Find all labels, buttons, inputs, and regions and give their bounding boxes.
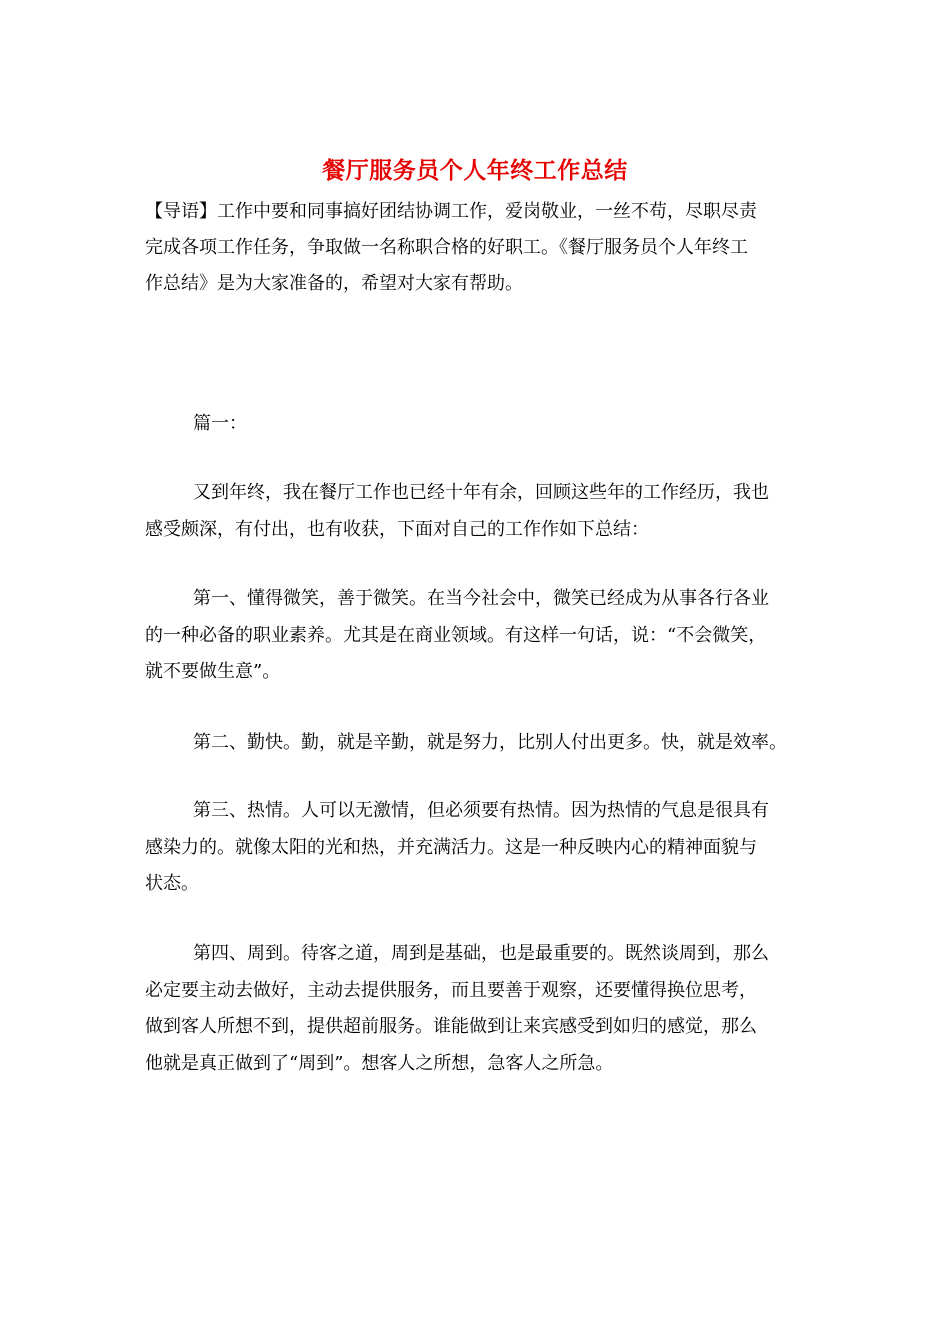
paragraph-2-line-2: 的一种必备的职业素养。尤其是在商业领域。有这样一句话，说：“不会微笑， xyxy=(145,625,767,646)
paragraph-5-line-2: 必定要主动去做好，主动去提供服务，而且要善于观察，还要懂得换位思考， xyxy=(145,980,757,1001)
paragraph-5-line-1: 第四、周到。待客之道，周到是基础，也是最重要的。既然谈周到，那么 xyxy=(193,943,769,964)
intro-line-1: 【导语】工作中要和同事搞好团结协调工作，爱岗敬业，一丝不苟，尽职尽责 xyxy=(145,201,757,222)
paragraph-1-line-2: 感受颇深，有付出，也有收获，下面对自己的工作作如下总结： xyxy=(145,519,649,540)
paragraph-4-line-2: 感染力的。就像太阳的光和热，并充满活力。这是一种反映内心的精神面貌与 xyxy=(145,837,757,858)
section-heading: 篇一： xyxy=(193,413,247,434)
paragraph-5-line-3: 做到客人所想不到，提供超前服务。谁能做到让来宾感受到如归的感觉，那么 xyxy=(145,1016,757,1037)
intro-line-2: 完成各项工作任务，争取做一名称职合格的好职工。《餐厅服务员个人年终工 xyxy=(145,237,748,258)
paragraph-1-line-1: 又到年终，我在餐厅工作也已经十年有余，回顾这些年的工作经历，我也 xyxy=(193,482,769,503)
paragraph-5-line-4: 他就是真正做到了“周到”。想客人之所想，急客人之所急。 xyxy=(145,1053,614,1074)
document-title: 餐厅服务员个人年终工作总结 xyxy=(322,157,628,184)
paragraph-3-line-1: 第二、勤快。勤，就是辛勤，就是努力，比别人付出更多。快，就是效率。 xyxy=(193,732,787,753)
paragraph-2-line-1: 第一、懂得微笑，善于微笑。在当今社会中，微笑已经成为从事各行各业 xyxy=(193,588,769,609)
paragraph-4-line-3: 状态。 xyxy=(145,873,199,894)
paragraph-2-line-3: 就不要做生意”。 xyxy=(145,661,281,682)
paragraph-4-line-1: 第三、热情。人可以无激情，但必须要有热情。因为热情的气息是很具有 xyxy=(193,800,769,821)
intro-line-3: 作总结》是为大家准备的，希望对大家有帮助。 xyxy=(145,273,523,294)
